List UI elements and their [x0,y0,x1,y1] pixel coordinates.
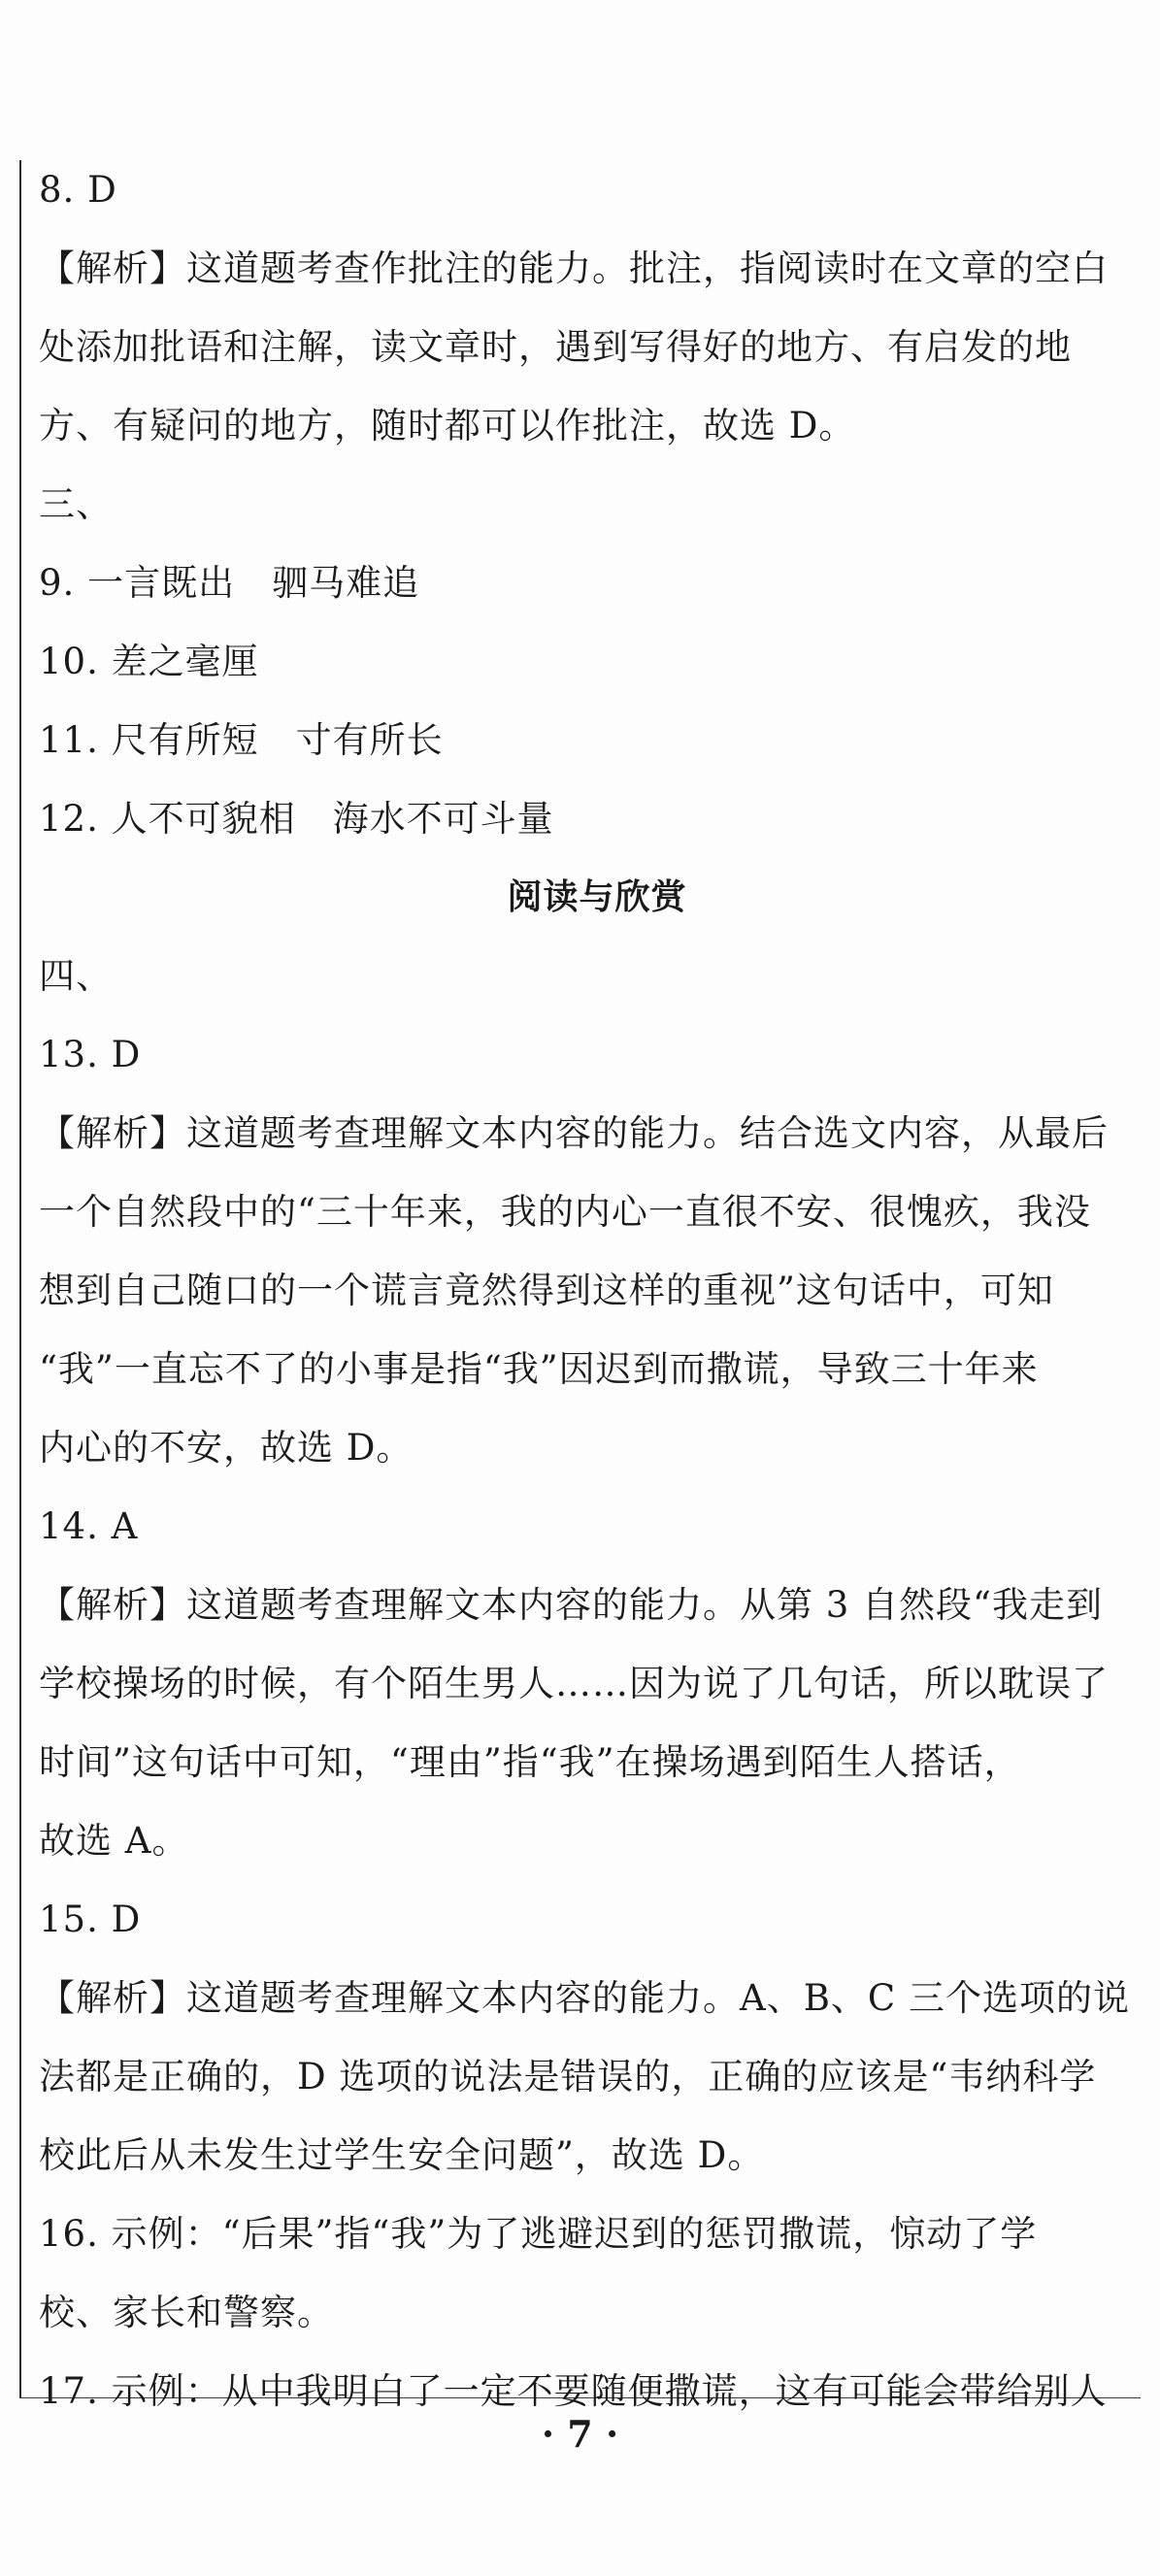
section-three-label: 三、 [39,483,113,525]
analysis-8-line-3: 方、有疑问的地方，随时都可以作批注，故选 D。 [39,405,856,446]
analysis-14-line-2: 学校操场的时候，有个陌生男人……因为说了几句话，所以耽误了 [39,1663,1109,1704]
analysis-15-line-2: 法都是正确的，D 选项的说法是错误的，正确的应该是“韦纳科学 [39,2056,1097,2097]
answer-13: 13. D [39,1034,142,1075]
analysis-8-line-1: 【解析】这道题考查作批注的能力。批注，指阅读时在文章的空白 [39,248,1109,289]
answer-16-line-1: 16. 示例：“后果”指“我”为了逃避迟到的惩罚撒谎，惊动了学 [39,2213,1038,2255]
analysis-15-line-1: 【解析】这道题考查理解文本内容的能力。A、B、C 三个选项的说 [39,1977,1130,2019]
answer-8: 8. D [39,169,117,211]
analysis-8-line-2: 处添加批语和注解，读文章时，遇到写得好的地方、有启发的地 [39,326,1072,368]
analysis-15-line-3: 校此后从未发生过学生安全问题”，故选 D。 [39,2134,765,2176]
answer-text-body [39,150,1136,2430]
analysis-14-line-1: 【解析】这道题考查理解文本内容的能力。从第 3 自然段“我走到 [39,1584,1103,1626]
answer-12: 12. 人不可貌相 海水不可斗量 [39,798,554,840]
answer-16-line-2: 校、家长和警察。 [39,2292,334,2333]
answer-15: 15. D [39,1899,142,1940]
analysis-13-line-3: 想到自己随口的一个谎言竟然得到这样的重视”这句话中，可知 [39,1270,1054,1311]
answer-14: 14. A [39,1505,139,1547]
section-heading-reading: 阅读与欣赏 [507,877,687,917]
analysis-13-line-4: “我”一直忘不了的小事是指“我”因迟到而撒谎，导致三十年来 [39,1348,1039,1390]
left-margin-rule [19,160,21,2397]
page-number: · 7 · [541,2412,619,2456]
analysis-14-line-3: 时间”这句话中可知，“理由”指“我”在操场遇到陌生人搭话， [39,1741,1021,1783]
section-four-label: 四、 [39,955,113,997]
answer-9: 9. 一言既出 驷马难追 [39,562,420,604]
analysis-14-line-4: 故选 A。 [39,1820,189,1862]
analysis-13-line-2: 一个自然段中的“三十年来，我的内心一直很不安、很愧疚，我没 [39,1191,1091,1233]
analysis-13-line-5: 内心的不安，故选 D。 [39,1427,414,1469]
answer-10: 10. 差之毫厘 [39,641,259,682]
analysis-13-line-1: 【解析】这道题考查理解文本内容的能力。结合选文内容，从最后 [39,1112,1109,1154]
answer-17-line-1: 17. 示例：从中我明白了一定不要随便撒谎，这有可能会带给别人 [39,2370,1108,2412]
answer-11: 11. 尺有所短 寸有所长 [39,719,444,761]
